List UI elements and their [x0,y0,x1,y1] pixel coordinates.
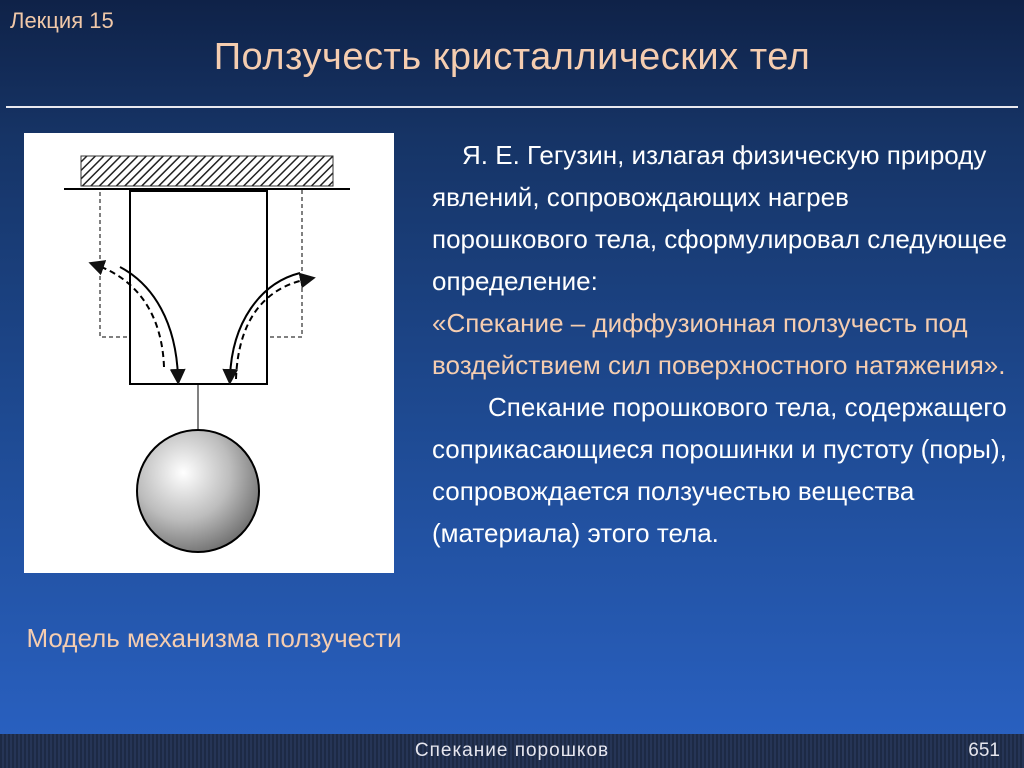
lecture-label: Лекция 15 [10,8,114,33]
paragraph-sintering: Спекание порошкового тела, содержащего соприкасающиеся порошинки и пустоту (поры), сопровождается ползучестью вещества (материала) этого тела. [432,392,1007,548]
specimen [130,191,267,384]
ceiling-hatch [81,156,333,186]
sintering-definition-quote: «Спекание – диффузионная ползучесть под воздействием сил поверхностного натяжения». [432,308,1006,380]
footer-bar [0,734,1024,768]
paragraph-definition-intro: Я. Е. Гегузин, излагая физическую природу явлений, сопровождающих нагрев порошкового тела, сформулировал следующее определение: [432,140,1007,296]
title-divider [6,106,1018,108]
slide-title: Ползучесть кристаллических тел [213,36,811,78]
footer-title: Спекание порошков [414,740,610,761]
body-text [432,134,1007,554]
creep-model-diagram [24,133,394,573]
weight-ball [137,430,259,552]
creep-model-figure [24,133,394,573]
figure-caption: Модель механизма ползучести [26,623,402,653]
page-number: 651 [968,740,1000,761]
